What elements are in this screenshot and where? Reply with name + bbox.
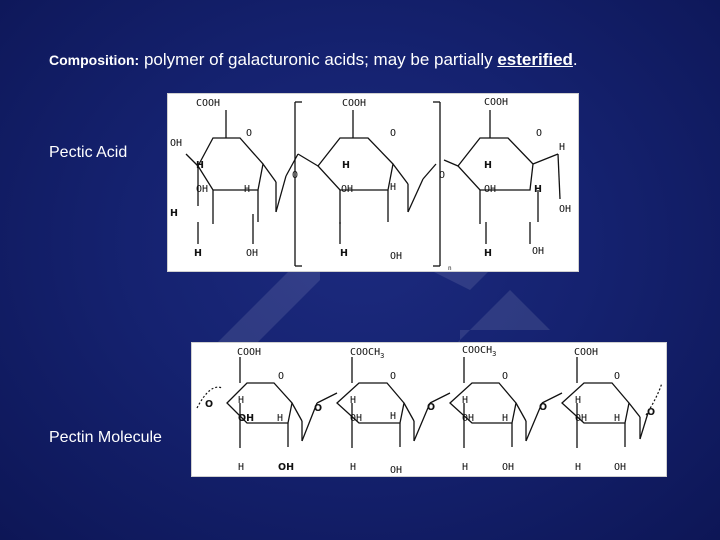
bridge-o-1: O	[292, 170, 299, 181]
pectin-ring-o-1: O	[278, 371, 285, 382]
pectin-structure	[191, 342, 667, 477]
pectin-bridge-o-3: O	[539, 402, 548, 413]
pectin-h-1c: H	[238, 462, 245, 473]
pectin-bridge-o-1: O	[314, 403, 323, 414]
ring-2	[298, 110, 436, 244]
pectin-h-1a: H	[238, 395, 245, 406]
oh-1: OH	[196, 184, 209, 195]
pectin-cooh-1: COOH	[237, 347, 262, 358]
composition-period: .	[572, 50, 578, 69]
pectin-h-3a: H	[462, 395, 469, 406]
h-left-1: H	[170, 208, 178, 219]
pectin-ring-o-3: O	[502, 371, 509, 382]
pectin-oh-2: OH	[350, 413, 363, 424]
pectin-bridge-o-4: O	[647, 407, 656, 418]
pectin-cooch3-1: $COOCH_3$	[350, 347, 385, 360]
pectin-h-2a: H	[350, 395, 357, 406]
repeat-n: n	[448, 265, 452, 271]
cooh-1: COOH	[196, 98, 221, 109]
h-3a: H	[484, 160, 492, 171]
h-1a: H	[196, 160, 204, 171]
ring-o-1: O	[246, 128, 253, 139]
h-2a: H	[342, 160, 350, 171]
h-1c: H	[194, 248, 202, 259]
pectin-cooch3-2: $COOCH_3$	[462, 345, 497, 358]
pectic-acid-svg	[168, 94, 578, 271]
bridge-o-2: O	[439, 170, 446, 181]
composition-description: polymer of galacturonic acids; may be partially	[139, 50, 498, 69]
pectin-svg	[192, 343, 666, 476]
ring-o-2: O	[390, 128, 397, 139]
h-1b: H	[244, 184, 251, 195]
pectin-h-2c: H	[350, 462, 357, 473]
ring-3	[444, 110, 560, 244]
h-2c: H	[340, 248, 348, 259]
oh-2: OH	[341, 184, 354, 195]
esterified-term: esterified	[497, 50, 573, 69]
pectin-oh-4: OH	[575, 413, 588, 424]
cooh-3: COOH	[484, 97, 509, 108]
pectin-h-4c: H	[575, 462, 582, 473]
pectin-oh-3b: OH	[502, 462, 515, 473]
pectic-acid-label: Pectic Acid	[49, 144, 128, 161]
pectin-oh-4b: OH	[614, 462, 627, 473]
pectin-oh-3: OH	[462, 413, 475, 424]
oh-1b: OH	[246, 248, 259, 259]
pectin-oh-2b: OH	[390, 465, 403, 476]
end-h: H	[559, 142, 566, 153]
ring-1	[186, 110, 298, 244]
pectin-h-4a: H	[575, 395, 582, 406]
h-3b: H	[534, 184, 542, 195]
pectin-ring-o-2: O	[390, 371, 397, 382]
pectin-h-3b: H	[502, 413, 509, 424]
pectin-h-1b: H	[277, 413, 284, 424]
pectin-bridge-o-2: O	[427, 402, 436, 413]
end-oh: OH	[559, 204, 572, 215]
pectin-cooh-2: COOH	[574, 347, 599, 358]
pectin-oh-1: OH	[238, 413, 255, 424]
oh-3b: OH	[532, 246, 545, 257]
composition-line	[49, 50, 578, 70]
pectin-molecule-label: Pectin Molecule	[49, 429, 162, 446]
pectin-oh-1b: OH	[278, 462, 295, 473]
pectin-bridge-o-0: O	[205, 399, 214, 410]
oh-left-1: OH	[170, 138, 183, 149]
oh-3: OH	[484, 184, 497, 195]
pectin-h-2b: H	[390, 411, 397, 422]
cooh-2: COOH	[342, 98, 367, 109]
pectin-h-4b: H	[614, 413, 621, 424]
pectin-ring-o-4: O	[614, 371, 621, 382]
pectic-acid-structure	[167, 93, 579, 272]
h-3c: H	[484, 248, 492, 259]
ring-o-3: O	[536, 128, 543, 139]
pectin-h-3c: H	[462, 462, 469, 473]
composition-label: Composition:	[49, 52, 140, 68]
h-2b: H	[390, 182, 397, 193]
oh-2b: OH	[390, 251, 403, 262]
